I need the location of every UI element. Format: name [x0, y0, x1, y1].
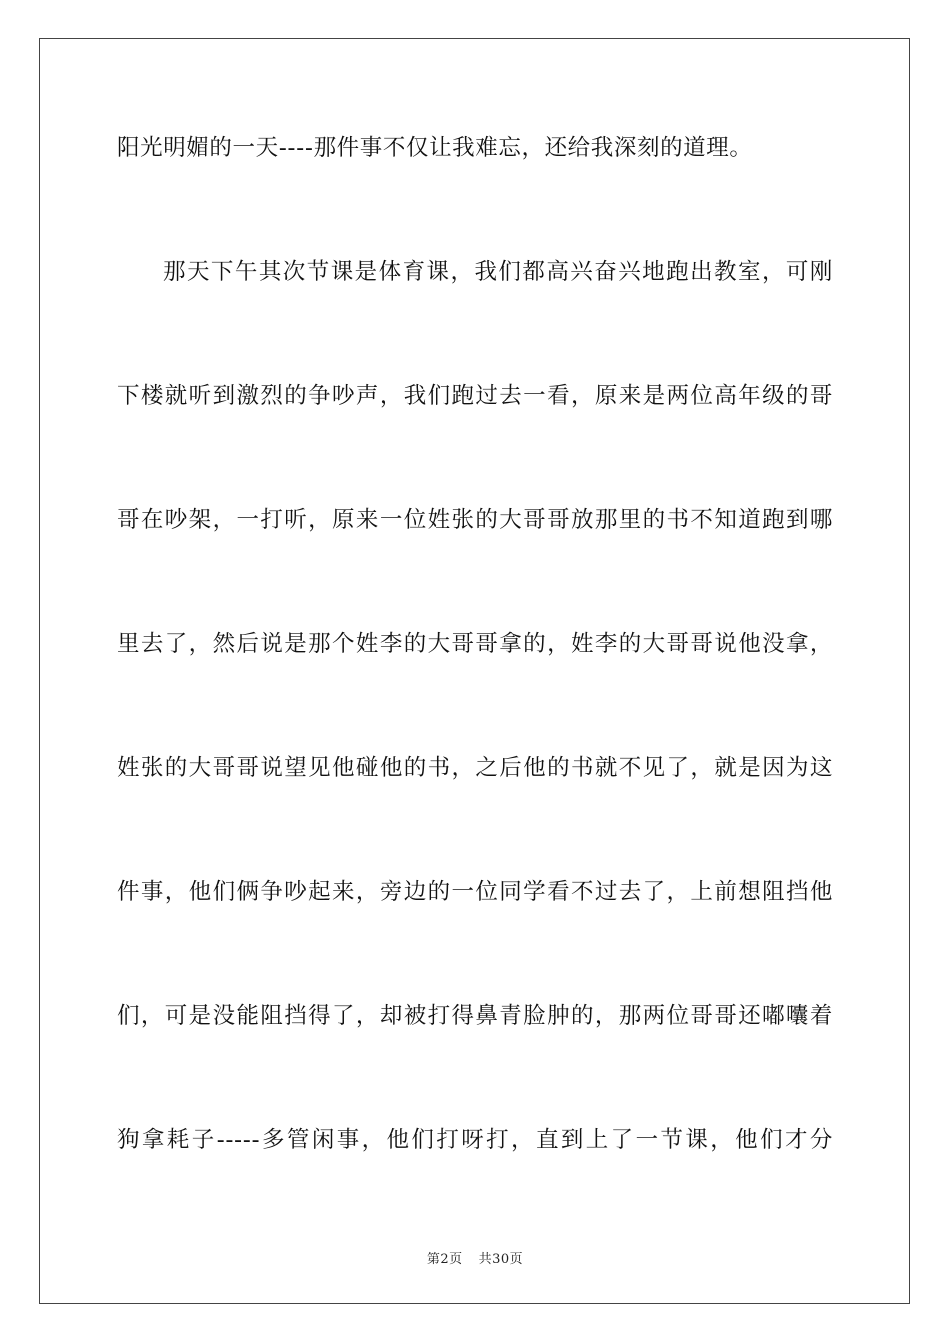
- text-line: 那天下午其次节课是体育课，我们都高兴奋兴地跑出教室，可刚: [163, 259, 833, 285]
- text-line: 阳光明媚的一天----那件事不仅让我难忘，还给我深刻的道理。: [117, 135, 753, 161]
- text-line: 下楼就听到激烈的争吵声，我们跑过去一看，原来是两位高年级的哥: [117, 383, 833, 409]
- text-line: 们，可是没能阻挡得了，却被打得鼻青脸肿的，那两位哥哥还嘟囔着: [117, 1003, 833, 1029]
- text-line: 里去了，然后说是那个姓李的大哥哥拿的，姓李的大哥哥说他没拿，: [117, 631, 833, 657]
- page-total: 共30页: [478, 1252, 524, 1267]
- page-number: 第2页: [426, 1252, 463, 1267]
- text-line: 狗拿耗子-----多管闲事，他们打呀打，直到上了一节课，他们才分: [117, 1127, 833, 1153]
- text-line: 姓张的大哥哥说望见他碰他的书，之后他的书就不见了，就是因为这: [117, 755, 833, 781]
- text-line: 哥在吵架，一打听，原来一位姓张的大哥哥放那里的书不知道跑到哪: [117, 507, 833, 533]
- text-line: 件事，他们俩争吵起来，旁边的一位同学看不过去了，上前想阻挡他: [117, 879, 833, 905]
- page-footer: [0, 1248, 950, 1267]
